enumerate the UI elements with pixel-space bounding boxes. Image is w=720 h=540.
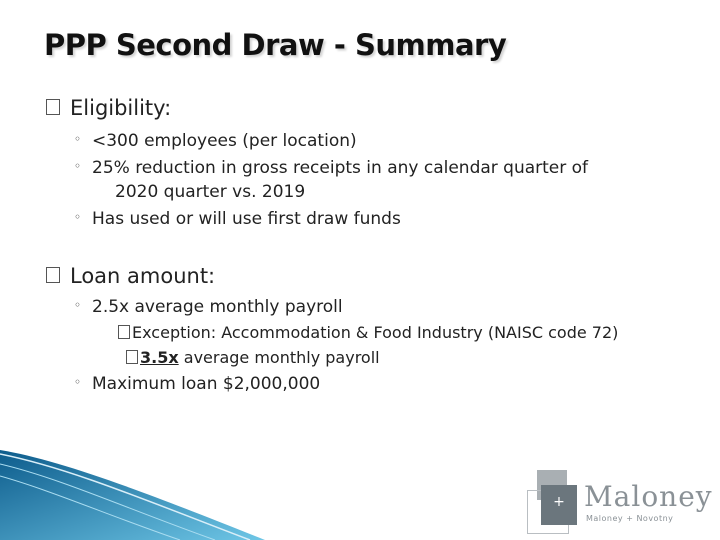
eligibility-item-1	[74, 131, 357, 151]
bullet-circle-icon: ◦	[74, 210, 82, 224]
logo-subtitle: Maloney + Novotny	[586, 514, 674, 523]
eligibility-item-text: Has used or will use first draw funds	[92, 209, 401, 229]
loan-item-text: Maximum loan $2,000,000	[92, 374, 321, 394]
eligibility-item-3	[74, 209, 401, 229]
eligibility-item-2	[74, 158, 588, 178]
slide-title: PPP Second Draw - Summary	[44, 28, 507, 62]
eligibility-item-2-continued: 2020 quarter vs. 2019	[115, 182, 306, 202]
loan-heading-text: Loan amount:	[70, 264, 216, 288]
eligibility-item-text: 25% reduction in gross receipts in any calendar quarter of	[92, 158, 589, 178]
bullet-box-icon	[46, 267, 60, 283]
loan-heading	[46, 264, 215, 288]
bullet-circle-icon: ◦	[74, 132, 82, 146]
loan-exception	[118, 323, 618, 342]
eligibility-heading-text: Eligibility:	[70, 96, 172, 120]
bullet-circle-icon: ◦	[74, 298, 82, 312]
eligibility-item-text: <300 employees (per location)	[92, 131, 357, 151]
bullet-circle-icon: ◦	[74, 375, 82, 389]
eligibility-heading	[46, 96, 171, 120]
wave-decoration	[0, 450, 270, 540]
bullet-box-icon	[118, 325, 130, 339]
loan-item-text: 2.5x average monthly payroll	[92, 297, 343, 317]
loan-item-1	[74, 297, 343, 317]
loan-exception-text: Exception: Accommodation & Food Industry (NAISC code 72)	[132, 323, 619, 342]
loan-item-2	[74, 374, 320, 394]
logo-name: Maloney	[584, 480, 713, 513]
bullet-box-icon	[126, 350, 138, 364]
loan-exception-suffix: average monthly payroll	[178, 348, 380, 367]
loan-exception-detail	[126, 348, 380, 367]
bullet-circle-icon: ◦	[74, 159, 82, 173]
logo-plus-icon: +	[541, 485, 577, 525]
bullet-box-icon	[46, 99, 60, 115]
loan-exception-value: 3.5x	[140, 348, 179, 367]
